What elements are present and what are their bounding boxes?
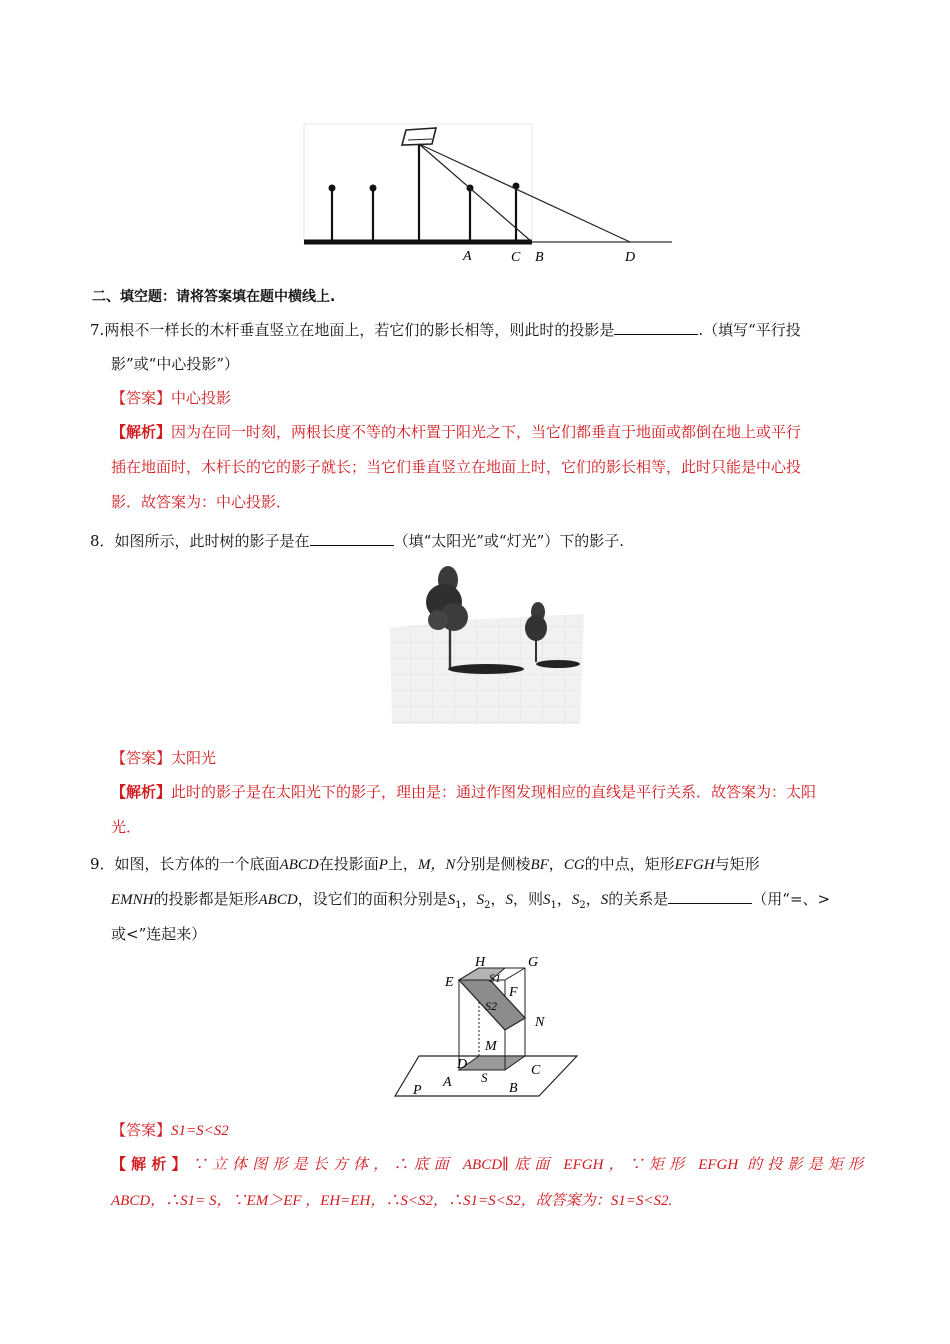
label-s: S	[481, 1070, 488, 1085]
ray-to-d	[419, 144, 630, 242]
q8-line1	[90, 530, 624, 552]
label-g: G	[528, 955, 539, 970]
cuboid-projection-figure	[393, 952, 593, 1102]
label-s1: S1	[489, 971, 501, 985]
q9-p: P	[378, 857, 388, 873]
q9-text: 的关系是	[608, 890, 669, 908]
q7-analysis-line1	[111, 421, 801, 443]
q9-line3: 或<”连起来）	[111, 925, 207, 943]
q9-efgh: EFGH	[674, 857, 715, 873]
q9-emnh: EMNH	[111, 892, 154, 908]
q9-abcd: ABCD	[258, 892, 298, 908]
q9-text: 如图，长方体的一个底面	[114, 855, 280, 873]
label-a: A	[443, 1075, 452, 1090]
lamp-shape	[402, 128, 436, 145]
label-c: C	[511, 250, 521, 265]
trees-shadow-figure	[388, 562, 588, 726]
q9-text: 与矩形	[714, 855, 760, 873]
q9-text: 分别是侧棱	[455, 855, 531, 873]
q9-answer-value: S1=S<S2	[171, 1123, 229, 1139]
q9-text: 的中点，矩形	[584, 855, 675, 873]
q8-analysis-line1	[111, 781, 816, 803]
q9-s: S	[505, 892, 513, 908]
q9-mn: M，N	[417, 857, 456, 873]
q9-analysis-line1	[111, 1153, 863, 1176]
q8-answer-value: 太阳光	[171, 749, 217, 767]
q8-analysis-line2: 光．	[111, 818, 142, 836]
q8-answer	[111, 747, 216, 769]
label-d: D	[625, 250, 636, 265]
q8-number: 8．	[90, 532, 115, 550]
label-c: C	[531, 1063, 541, 1078]
q7-number: 7.	[90, 321, 105, 339]
q9-analysis-line2: ABCD，∴S1= S，∵EM＞EF ，EH=EH，∴S<S2，∴S1=S<S2，故答案为：S1=S<S2.	[111, 1193, 673, 1209]
label-d: D	[457, 1057, 468, 1072]
q9-s1: S	[447, 892, 456, 908]
q9-text: 在投影面	[318, 855, 379, 873]
q9-text: ，	[461, 890, 477, 908]
q9-s: S	[600, 892, 609, 908]
q9-sub: 1	[455, 900, 462, 911]
q9-s2: S	[571, 892, 580, 908]
q9-text: ，	[556, 890, 572, 908]
q9-text: ，设它们的面积分别是	[297, 890, 448, 908]
q8-analysis-label: 【解析】	[111, 783, 172, 801]
q9-sub: 2	[484, 900, 491, 911]
q9-text: ，	[585, 890, 601, 908]
q9-cg: CG	[563, 857, 585, 873]
label-a: A	[463, 249, 472, 264]
label-h: H	[475, 955, 486, 970]
q9-s2: S	[476, 892, 485, 908]
q9-analysis-text1: ∵立体图形是长方体，∴底面 ABCD∥底面 EFGH，∵矩形 EFGH 的投影是矩形	[191, 1157, 863, 1173]
q9-text: ，则	[512, 890, 543, 908]
q7-analysis-label: 【解析】	[111, 423, 172, 441]
q8-analysis-text1: 此时的影子是在太阳光下的影子，理由是：通过作图发现相应的直线是平行关系．故答案为：太阳	[171, 783, 817, 801]
label-p: P	[413, 1083, 422, 1098]
q7-line1	[90, 319, 801, 341]
q9-number: 9．	[90, 855, 115, 873]
q7-text-b: .（填写“平行投	[698, 321, 801, 339]
label-e: E	[445, 975, 454, 990]
q9-bf: BF	[530, 857, 549, 873]
q9-sub: 1	[550, 900, 557, 911]
lamp-shadow-figure	[300, 122, 680, 267]
base-abcd	[459, 1056, 525, 1070]
q7-analysis-line2: 插在地面时，木杆长的它的影子就长；当它们垂直竖立在地面上时，它们的影长相等，此时只能是中心投	[111, 458, 802, 476]
label-f: F	[509, 985, 518, 1000]
q9-text: ，	[490, 890, 506, 908]
q9-answer-blank[interactable]	[668, 888, 752, 904]
shadow-1	[448, 664, 524, 674]
q7-line2: 影”或“中心投影”）	[111, 355, 240, 373]
q9-sub: 2	[579, 900, 586, 911]
q8-text-a: 如图所示，此时树的影子是在	[114, 532, 310, 550]
q7-analysis-text1: 因为在同一时刻，两根长度不等的木杆置于阳光之下，当它们都垂直于地面或都倒在地上或平行	[171, 423, 802, 441]
q9-text: 的投影都是矩形	[153, 890, 259, 908]
q8-answer-blank[interactable]	[310, 530, 394, 546]
q7-analysis-line3: 影．故答案为：中心投影．	[111, 493, 292, 511]
label-s2: S2	[485, 999, 497, 1013]
q7-answer-value: 中心投影	[171, 389, 232, 407]
q8-answer-label: 【答案】	[111, 749, 172, 767]
q9-analysis-label: 【解析】	[111, 1155, 192, 1173]
q7-answer	[111, 387, 231, 409]
q8-text-b: （填“太阳光”或“灯光”）下的影子.	[393, 532, 625, 550]
q9-text: （用“=、>	[752, 890, 831, 908]
shadow-2	[536, 660, 580, 668]
label-b: B	[535, 250, 544, 265]
q7-text-a: 两根不一样长的木杆垂直竖立在地面上，若它们的影长相等，则此时的投影是	[104, 321, 615, 339]
q7-answer-label: 【答案】	[111, 389, 172, 407]
q9-s1: S	[543, 892, 551, 908]
q9-text: ，	[548, 855, 564, 873]
label-m: M	[485, 1039, 497, 1054]
q9-answer-label: 【答案】	[111, 1121, 172, 1139]
q9-line2	[111, 888, 830, 917]
q9-line1	[90, 853, 760, 876]
q9-answer	[111, 1119, 229, 1142]
q9-abcd: ABCD	[279, 857, 319, 873]
label-b: B	[509, 1081, 518, 1096]
q9-text: 上，	[387, 855, 418, 873]
section-title: 二、填空题：请将答案填在题中横线上.	[92, 289, 336, 305]
label-n: N	[535, 1015, 545, 1030]
q7-answer-blank[interactable]	[614, 319, 698, 335]
